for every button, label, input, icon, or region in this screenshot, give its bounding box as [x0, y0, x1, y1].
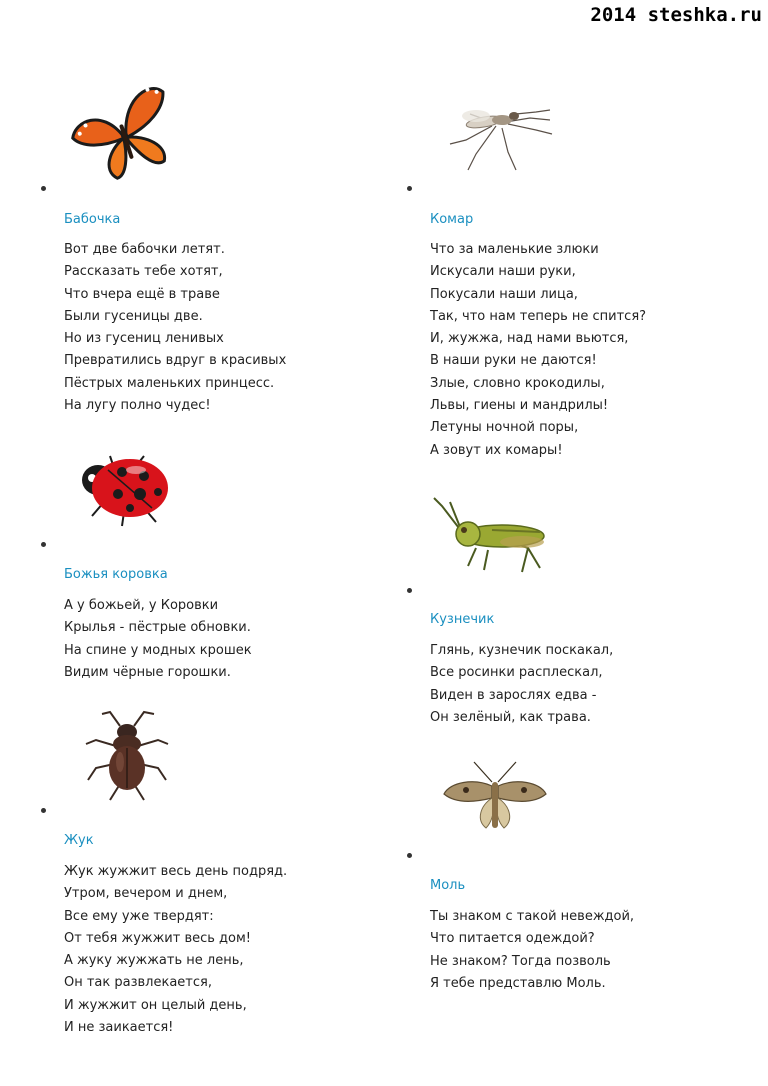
- poem-line: Покусали наши лица,: [430, 286, 578, 302]
- poem-ladybug: [64, 595, 252, 684]
- poem-line: Жук жужжит весь день подряд.: [64, 864, 288, 879]
- poem-title-butterfly: Бабочка: [64, 212, 121, 227]
- poem-beetle: [64, 861, 287, 1039]
- poem-line: А у божьей, у Коровки: [64, 598, 219, 613]
- mosquito-picture: [446, 96, 556, 176]
- poem-line: Рассказать тебе хотят,: [64, 264, 223, 280]
- poem-line: Но из гусениц ленивых: [64, 331, 224, 347]
- poem-title-ladybug: Божья коровка: [64, 567, 168, 582]
- poem-title-mosquito: Комар: [430, 212, 474, 227]
- poem-title-beetle: Жук: [64, 833, 94, 848]
- poem-line: Были гусеницы две.: [64, 308, 203, 324]
- poem-line: Ты знаком с такой невеждой,: [430, 909, 635, 924]
- poem-line: И жужжит он целый день,: [64, 997, 247, 1013]
- butterfly-picture: [70, 84, 178, 184]
- poem-line: Я тебе представлю Моль.: [430, 975, 606, 991]
- poem-line: Он зелёный, как трава.: [430, 709, 591, 725]
- list-bullet: [41, 808, 46, 813]
- moth-picture: [440, 758, 550, 840]
- poem-moth: [430, 906, 634, 995]
- poem-line: Превратились вдруг в красивых: [64, 353, 287, 369]
- poem-line: На лугу полно чудес!: [64, 398, 211, 414]
- poem-grasshopper: [430, 640, 613, 729]
- poem-line: Что питается одеждой?: [430, 931, 595, 947]
- poem-line: В наши руки не даются!: [430, 353, 597, 369]
- poem-line: На спине у модных крошек: [64, 642, 252, 658]
- poem-line: Глянь, кузнечик поскакал,: [430, 643, 614, 658]
- poem-line: От тебя жужжит весь дом!: [64, 930, 252, 946]
- grasshopper-picture: [432, 492, 556, 576]
- poem-line: И не заикается!: [64, 1020, 174, 1036]
- poem-line: Вот две бабочки летят.: [64, 242, 225, 257]
- list-bullet: [41, 186, 46, 191]
- list-bullet: [407, 588, 412, 593]
- beetle-picture: [82, 706, 172, 806]
- poem-mosquito: [430, 239, 646, 462]
- ladybug-picture: [74, 450, 174, 530]
- poem-title-grasshopper: Кузнечик: [430, 612, 495, 627]
- poem-line: Так, что нам теперь не спится?: [430, 308, 647, 324]
- poem-line: Видим чёрные горошки.: [64, 664, 231, 680]
- poem-line: Он так развлекается,: [64, 975, 212, 991]
- poem-line: Все росинки расплескал,: [430, 665, 603, 681]
- poem-line: А жуку жужжать не лень,: [64, 953, 244, 969]
- poem-line: Злые, словно крокодилы,: [430, 375, 605, 391]
- poem-line: Утром, вечером и днем,: [64, 886, 228, 902]
- list-bullet: [41, 542, 46, 547]
- poem-title-moth: Моль: [430, 878, 466, 893]
- poem-butterfly: [64, 239, 286, 417]
- poem-line: И, жужжа, над нами вьются,: [430, 331, 629, 347]
- poem-line: Виден в зарослях едва -: [430, 687, 597, 703]
- poem-line: Пёстрых маленьких принцесс.: [64, 375, 275, 391]
- poem-line: Искусали наши руки,: [430, 264, 576, 280]
- poem-line: А зовут их комары!: [430, 442, 563, 458]
- poem-line: Львы, гиены и мандрилы!: [430, 398, 609, 414]
- list-bullet: [407, 186, 412, 191]
- poem-line: Летуны ночной поры,: [430, 420, 579, 436]
- poem-line: Крылья - пёстрые обновки.: [64, 620, 251, 636]
- poem-line: Все ему уже твердят:: [64, 908, 214, 924]
- poem-line: Что вчера ещё в траве: [64, 286, 220, 302]
- poem-line: Что за маленькие злюки: [430, 242, 599, 257]
- site-watermark: 2014 steshka.ru: [590, 4, 762, 26]
- list-bullet: [407, 853, 412, 858]
- poem-line: Не знаком? Тогда позволь: [430, 953, 611, 969]
